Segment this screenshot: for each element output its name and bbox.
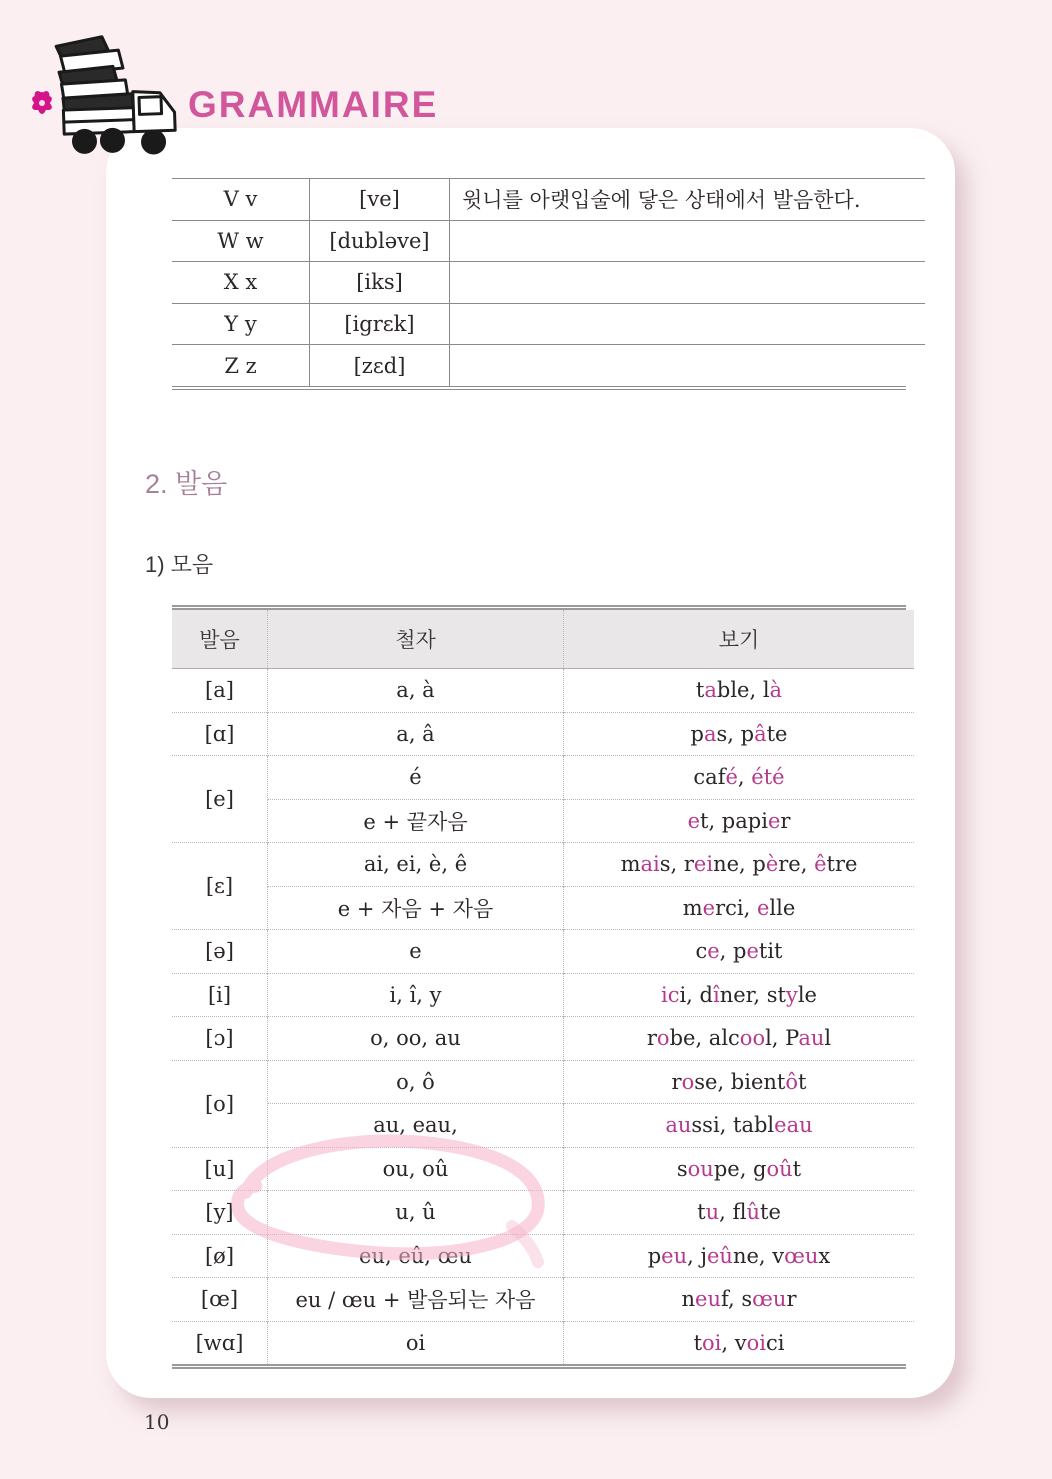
example-highlight-text: ai — [640, 852, 660, 877]
spelling-cell: eu / œu + 발음되는 자음 — [268, 1278, 564, 1322]
spelling-cell: a, à — [268, 669, 564, 713]
example-text: l — [824, 1026, 832, 1051]
example-highlight-text: e — [707, 939, 720, 964]
spelling-cell: i, î, y — [268, 973, 564, 1017]
spelling-cell: a, â — [268, 712, 564, 756]
example-highlight-text: ê — [814, 852, 827, 877]
example-cell — [564, 1104, 915, 1148]
example-cell — [564, 669, 915, 713]
example-text: r — [646, 1026, 657, 1051]
example-text: t — [695, 678, 705, 703]
example-cell — [564, 1234, 915, 1278]
vowel-row — [172, 1191, 914, 1235]
example-cell — [564, 1321, 915, 1364]
vowel-table-body — [172, 669, 914, 1365]
note-cell — [450, 345, 926, 386]
alphabet-row — [172, 303, 925, 345]
note-cell: 윗니를 아랫입술에 닿은 상태에서 발음한다. — [450, 179, 926, 221]
example-text: tit — [758, 939, 783, 964]
spelling-cell: ou, oû — [268, 1147, 564, 1191]
spelling-cell: au, eau, — [268, 1104, 564, 1148]
alphabet-table-body — [172, 179, 925, 386]
vowel-row — [172, 886, 914, 930]
note-cell — [450, 220, 926, 262]
example-text: s, r — [659, 852, 694, 877]
example-highlight-text: y — [785, 982, 798, 1007]
example-text: t — [798, 1069, 807, 1094]
example-text: m — [682, 895, 703, 920]
example-text: ssi, tabl — [691, 1113, 775, 1138]
example-cell — [564, 843, 915, 887]
letter-cell: V v — [172, 179, 310, 221]
example-text: ne, p — [713, 852, 766, 877]
letter-cell: Y y — [172, 303, 310, 345]
example-text: l, P — [765, 1026, 799, 1051]
spelling-cell: e + 끝자음 — [268, 799, 564, 843]
vowel-row — [172, 799, 914, 843]
example-highlight-text: â — [754, 721, 767, 746]
example-text: s — [676, 1156, 688, 1181]
example-text: r — [671, 1069, 682, 1094]
spelling-cell: oi — [268, 1321, 564, 1364]
example-text: r — [780, 808, 791, 833]
spelling-cell: u, û — [268, 1191, 564, 1235]
example-highlight-text: eû — [707, 1243, 733, 1268]
example-text: le — [797, 982, 817, 1007]
truck-with-books-illustration — [48, 28, 198, 168]
ipa-cell: [dubləve] — [310, 220, 450, 262]
example-cell — [564, 886, 915, 930]
example-text: r — [786, 1287, 797, 1312]
vowel-row — [172, 973, 914, 1017]
example-highlight-text: eu — [695, 1287, 721, 1312]
ipa-cell: [ɑ] — [172, 712, 268, 756]
example-text: , fl — [719, 1200, 747, 1225]
example-cell — [564, 1278, 915, 1322]
ipa-cell: [o] — [172, 1060, 268, 1147]
example-text: ci — [765, 1330, 785, 1355]
example-highlight-text: œu — [752, 1287, 787, 1312]
example-highlight-text: oi — [746, 1330, 766, 1355]
example-highlight-text: ic — [660, 982, 680, 1007]
example-cell — [564, 973, 915, 1017]
vowel-row — [172, 930, 914, 974]
example-highlight-text: eau — [774, 1113, 813, 1138]
spelling-cell: e + 자음 + 자음 — [268, 886, 564, 930]
letter-cell: X x — [172, 262, 310, 304]
example-highlight-text: œu — [784, 1243, 819, 1268]
alphabet-row — [172, 179, 925, 221]
example-highlight-text: ô — [785, 1069, 798, 1094]
ipa-cell: [ve] — [310, 179, 450, 221]
example-highlight-text: o — [656, 1026, 670, 1051]
example-highlight-text: e — [767, 808, 781, 833]
example-highlight-text: a — [703, 721, 717, 746]
example-text: f, s — [720, 1287, 753, 1312]
example-text: c — [695, 939, 708, 964]
spelling-cell: eu, eû, œu — [268, 1234, 564, 1278]
vowel-row — [172, 756, 914, 800]
example-cell — [564, 799, 915, 843]
ipa-cell: [i] — [172, 973, 268, 1017]
vowel-table-header-row — [172, 610, 914, 669]
example-text: caf — [693, 765, 726, 790]
vowel-row — [172, 1060, 914, 1104]
example-text: n — [681, 1287, 696, 1312]
example-highlight-text: é — [725, 765, 738, 790]
example-highlight-text: è — [765, 852, 779, 877]
ipa-cell: [u] — [172, 1147, 268, 1191]
alphabet-row — [172, 262, 925, 304]
example-highlight-text: oû — [766, 1156, 793, 1181]
example-highlight-text: été — [751, 765, 785, 790]
example-text: t — [697, 1200, 706, 1225]
example-highlight-text: à — [769, 678, 783, 703]
letter-cell: W w — [172, 220, 310, 262]
example-cell — [564, 930, 915, 974]
alphabet-table — [172, 178, 906, 390]
vowel-row — [172, 1104, 914, 1148]
vowel-table — [172, 605, 906, 1369]
example-text: rci, — [715, 895, 757, 920]
ipa-cell: [igrɛk] — [310, 303, 450, 345]
example-text: be, alc — [669, 1026, 740, 1051]
example-highlight-text: e — [702, 895, 716, 920]
example-text: re, — [778, 852, 815, 877]
vowel-row — [172, 1321, 914, 1364]
example-text: tre — [826, 852, 858, 877]
example-text: t — [792, 1156, 802, 1181]
spelling-cell: e — [268, 930, 564, 974]
column-header-spelling: 철자 — [268, 610, 564, 669]
example-text: ner, st — [719, 982, 786, 1007]
ipa-cell: [ø] — [172, 1234, 268, 1278]
letter-cell: Z z — [172, 345, 310, 386]
example-cell — [564, 756, 915, 800]
note-cell — [450, 303, 926, 345]
ipa-cell: [zɛd] — [310, 345, 450, 386]
ipa-cell: [ɔ] — [172, 1017, 268, 1061]
page-number: 10 — [144, 1410, 170, 1434]
vowel-row — [172, 843, 914, 887]
example-highlight-text: o — [681, 1069, 695, 1094]
example-text: t — [693, 1330, 703, 1355]
example-highlight-text: oo — [739, 1026, 766, 1051]
example-text: ble, l — [716, 678, 770, 703]
example-text: i, d — [679, 982, 713, 1007]
example-highlight-text: e — [746, 939, 759, 964]
ipa-cell: [iks] — [310, 262, 450, 304]
ipa-cell: [ə] — [172, 930, 268, 974]
example-text: , p — [719, 939, 747, 964]
example-text: lle — [769, 895, 796, 920]
column-header-examples: 보기 — [564, 610, 915, 669]
example-text: s, p — [716, 721, 755, 746]
spelling-cell: o, oo, au — [268, 1017, 564, 1061]
example-highlight-text: oi — [702, 1330, 722, 1355]
vowel-row — [172, 1234, 914, 1278]
example-highlight-text: ei — [693, 852, 714, 877]
spelling-cell: o, ô — [268, 1060, 564, 1104]
example-text: , v — [721, 1330, 747, 1355]
example-cell — [564, 1147, 915, 1191]
vowel-row — [172, 669, 914, 713]
example-highlight-text: u — [705, 1200, 720, 1225]
example-highlight-text: e — [687, 808, 701, 833]
example-cell — [564, 712, 915, 756]
ipa-cell: [ɛ] — [172, 843, 268, 930]
example-highlight-text: î — [712, 982, 720, 1007]
vowel-row — [172, 712, 914, 756]
example-highlight-text: a — [704, 678, 717, 703]
alphabet-row — [172, 220, 925, 262]
example-text: te — [760, 1200, 781, 1225]
example-cell — [564, 1060, 915, 1104]
ipa-cell: [a] — [172, 669, 268, 713]
example-text: se, bient — [694, 1069, 786, 1094]
example-text: , — [737, 765, 752, 790]
column-header-pronunciation: 발음 — [172, 610, 268, 669]
example-highlight-text: eu — [661, 1243, 688, 1268]
section-heading: 2. 발음 — [145, 469, 228, 499]
example-text: m — [620, 852, 641, 877]
spelling-cell: ai, ei, è, ê — [268, 843, 564, 887]
example-highlight-text: e — [756, 895, 770, 920]
vowel-row — [172, 1147, 914, 1191]
example-text: t, papi — [700, 808, 768, 833]
ipa-cell: [e] — [172, 756, 268, 843]
note-cell — [450, 262, 926, 304]
ipa-cell: [wɑ] — [172, 1321, 268, 1364]
spelling-cell: é — [268, 756, 564, 800]
ipa-cell: [œ] — [172, 1278, 268, 1322]
example-text: pe, g — [713, 1156, 767, 1181]
example-cell — [564, 1191, 915, 1235]
example-highlight-text: ou — [687, 1156, 714, 1181]
page-title: GRAMMAIRE — [188, 84, 439, 125]
subsection-heading: 1) 모음 — [145, 552, 214, 577]
example-text: ne, v — [732, 1243, 785, 1268]
example-text: te — [766, 721, 788, 746]
example-highlight-text: û — [746, 1200, 760, 1225]
example-text: p — [647, 1243, 662, 1268]
example-text: x — [818, 1243, 831, 1268]
example-text: p — [690, 721, 704, 746]
alphabet-row — [172, 345, 925, 386]
example-cell — [564, 1017, 915, 1061]
example-text: , j — [687, 1243, 707, 1268]
example-highlight-text: au — [665, 1113, 692, 1138]
vowel-row — [172, 1017, 914, 1061]
vowel-row — [172, 1278, 914, 1322]
ipa-cell: [y] — [172, 1191, 268, 1235]
example-highlight-text: au — [798, 1026, 825, 1051]
